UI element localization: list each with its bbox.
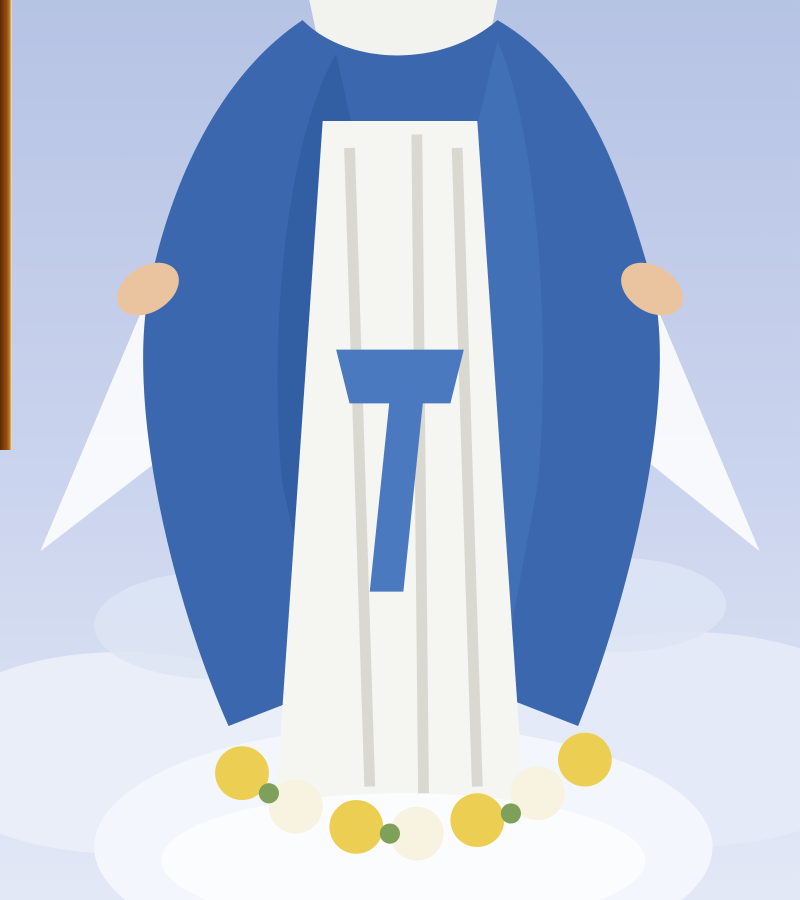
right-frame-border xyxy=(786,0,800,450)
left-frame-border xyxy=(0,0,12,450)
